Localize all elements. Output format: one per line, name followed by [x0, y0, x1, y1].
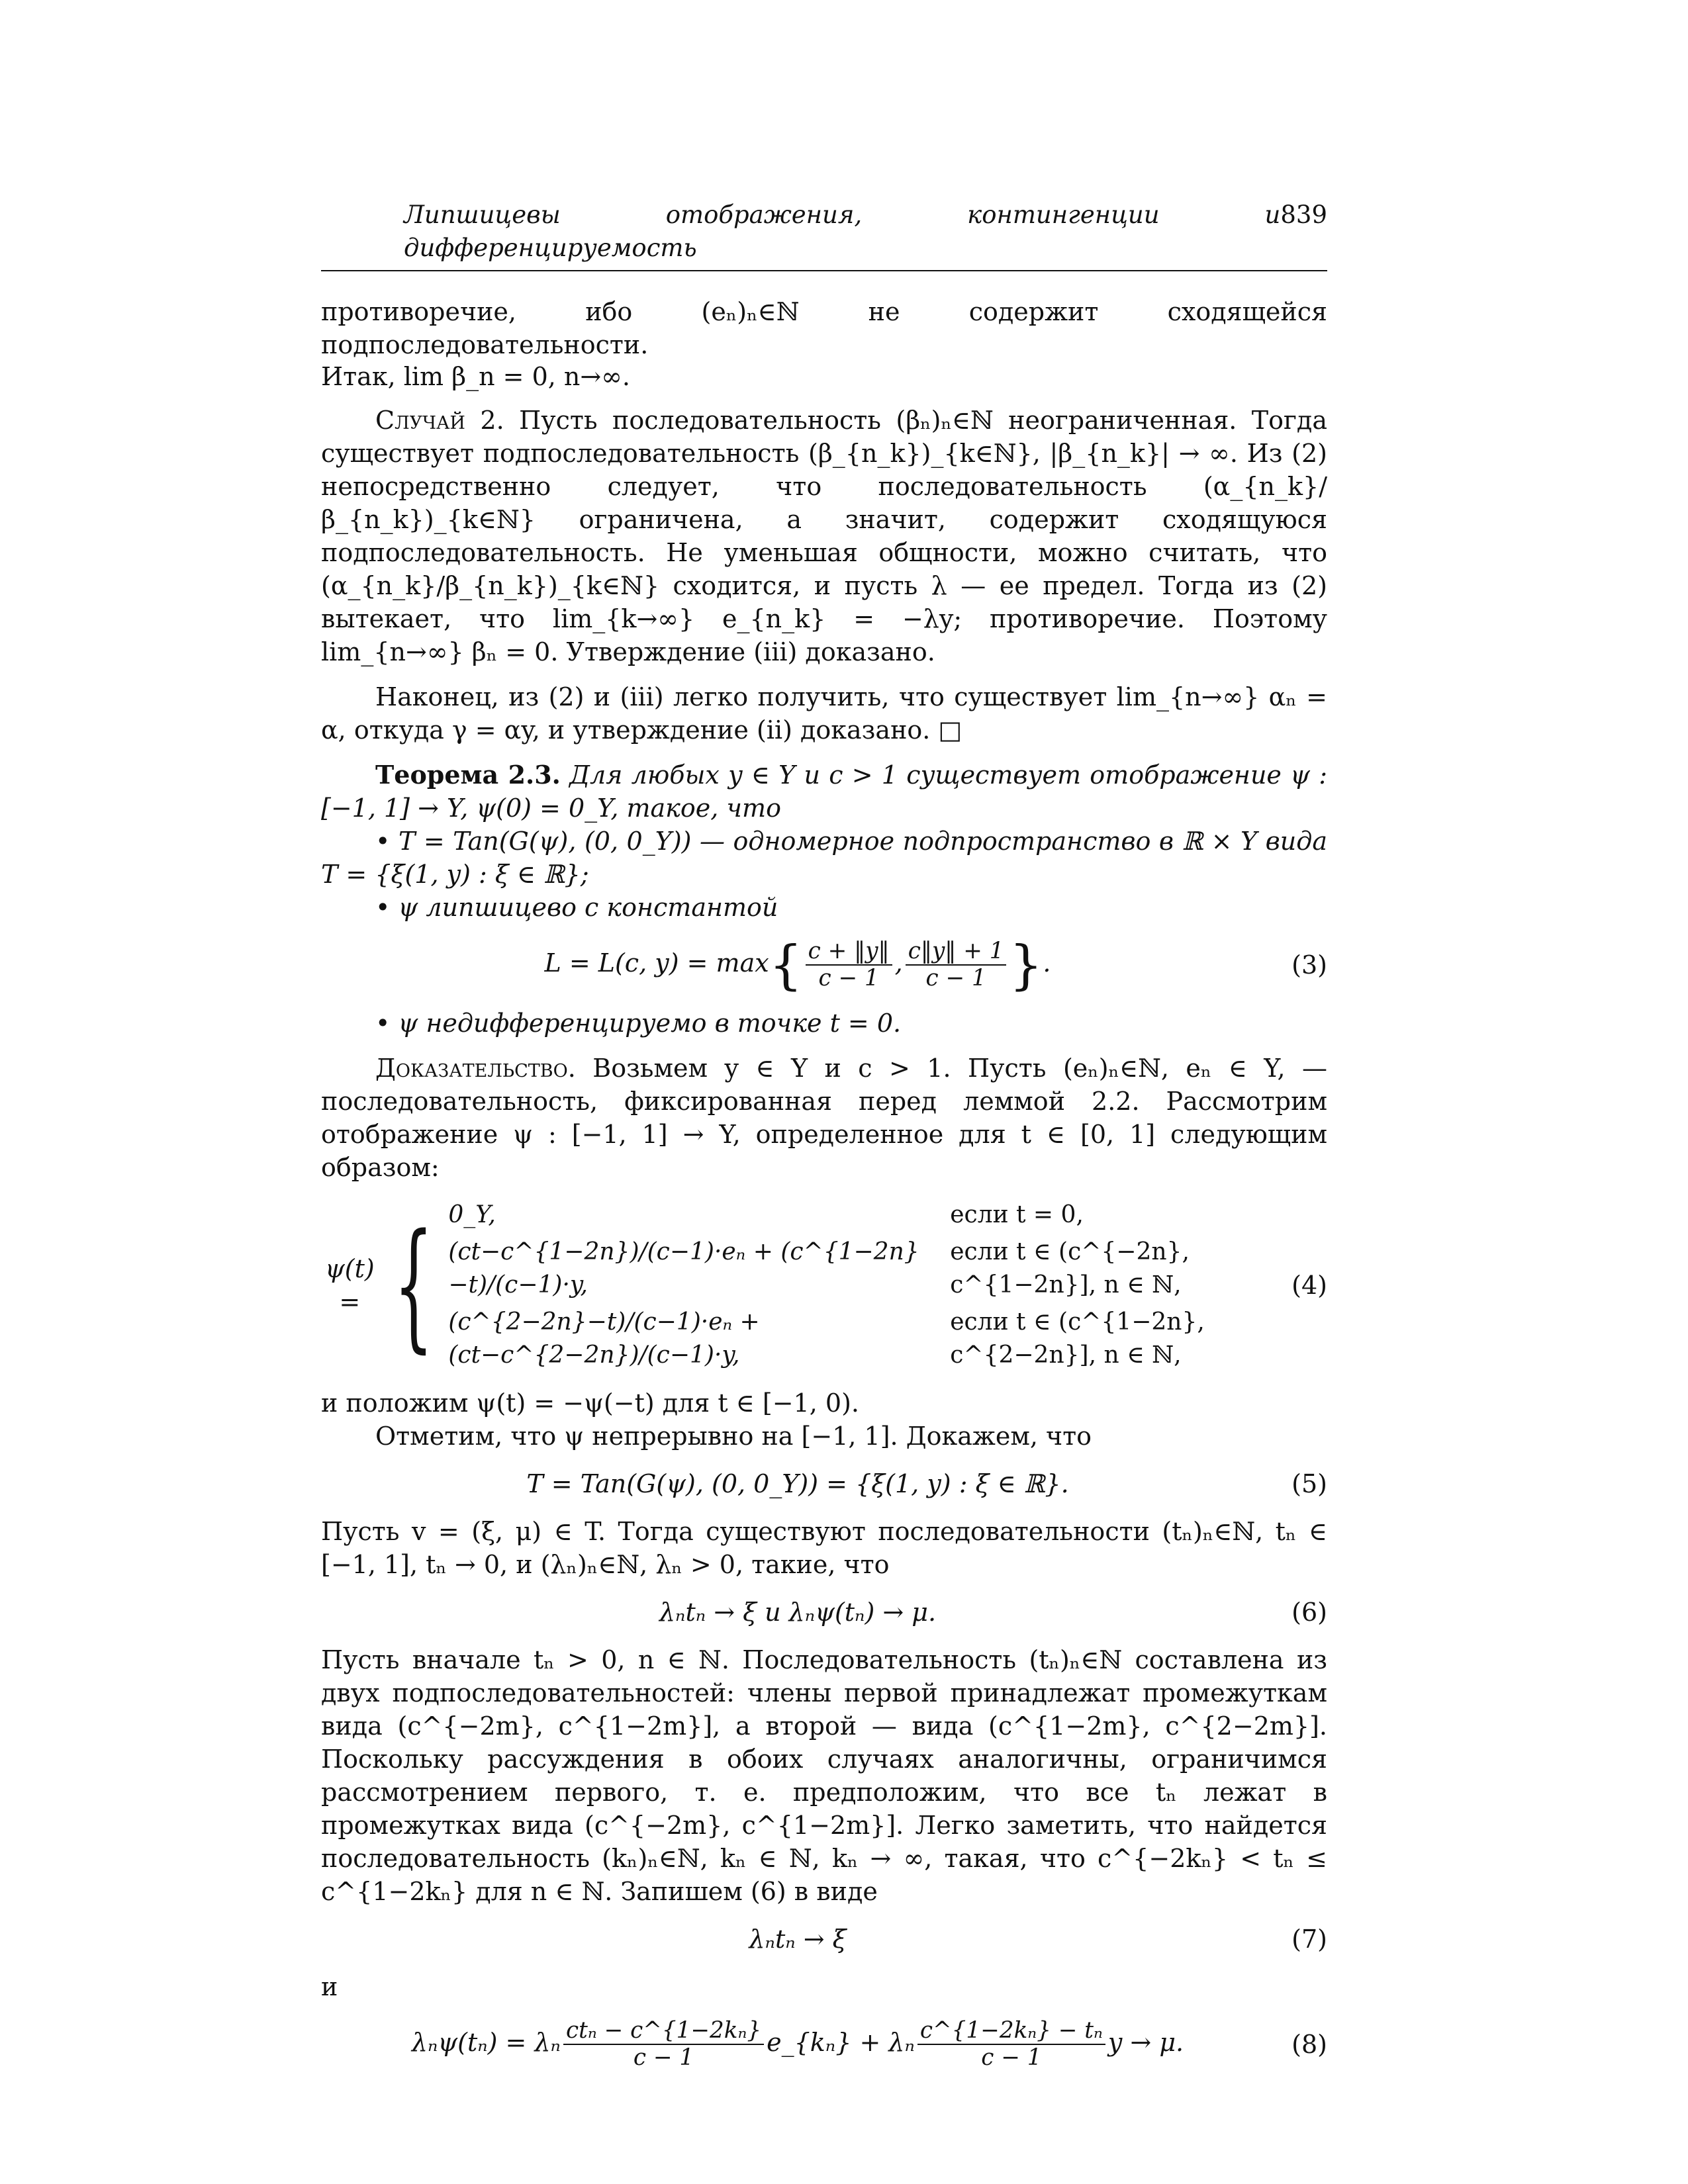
equation-6-body: λₙtₙ → ξ и λₙψ(tₙ) → μ.: [659, 1597, 937, 1627]
equation-5: [321, 1467, 1327, 1500]
proof-paragraph: [321, 1052, 1327, 1184]
eq8-middle: e_{kₙ} + λₙ: [767, 2027, 915, 2057]
paragraph-case-2: [321, 404, 1327, 668]
equation-7-body: λₙtₙ → ξ: [749, 1924, 847, 1954]
eq8-tail: y → μ.: [1107, 2027, 1184, 2057]
paragraph-subsequences: Пусть вначале tₙ > 0, n ∈ ℕ. Последовательность (tₙ)ₙ∈ℕ составлена из двух подпоследовательностей: члены первой принадлежат промежуткам вида (c^{−2m}, c^{1−2m}], а второй — вида (c^{1−2m}, c^{2−2m}]. Поскольку рассуждения в обоих случаях аналогичны, ограничимся рассмотрением первого, т. е. предположим, что все tₙ лежат в промежутках вида (c^{−2m}, c^{1−2m}]. Легко заметить, что найдется последовательность (kₙ)ₙ∈ℕ, kₙ ∈ ℕ, kₙ → ∞, такая, что c^{−2kₙ} < tₙ ≤ c^{1−2kₙ} для n ∈ ℕ. Запишем (6) в виде: [321, 1645, 1327, 1906]
page-content: [321, 199, 1327, 2085]
paragraph-sequences: Пусть v = (ξ, μ) ∈ T. Тогда существуют последовательности (tₙ)ₙ∈ℕ, tₙ ∈ [−1, 1], tₙ → 0, и (λₙ)ₙ∈ℕ, λₙ > 0, такие, что: [321, 1516, 1327, 1579]
paragraph-final: Наконец, из (2) и (iii) легко получить, что существует lim_{n→∞} αₙ = α, откуда γ = αy, и утверждение (ii) доказано. □: [321, 682, 1327, 745]
running-title: Липшицевы отображения, контингенции и дифференцируемость: [404, 201, 1281, 262]
theorem-bullet-2: • ψ липшицево с константой: [375, 893, 778, 922]
case-3-condition: если t ∈ (c^{1−2n}, c^{2−2n}], n ∈ ℕ,: [950, 1308, 1205, 1369]
case-2-label: Случай 2.: [375, 406, 504, 435]
case-2-expression: (ct−c^{1−2n})/(c−1)·eₙ + (c^{1−2n}−t)/(c−1)·y,: [448, 1238, 919, 1298]
equation-7: [321, 1923, 1327, 1956]
equation-8-number: (8): [1291, 2029, 1327, 2059]
case-3-expression: (c^{2−2n}−t)/(c−1)·eₙ + (ct−c^{2−2n})/(c−1)·y,: [448, 1308, 760, 1369]
case-rows: [448, 1199, 1274, 1372]
eq3-fraction-1: $\frac{c + ‖y‖}{c - 1}$: [806, 938, 892, 992]
eq8-lhs: λₙψ(tₙ) = λₙ: [411, 2027, 561, 2057]
eq4-lhs: ψ(t) =: [324, 1253, 375, 1316]
equation-5-number: (5): [1291, 1469, 1327, 1498]
equation-4: [321, 1199, 1327, 1372]
eq8-fraction-1: $\frac{\text{ctₙ − c\textasciicircum{}\{1−2kₙ\}}}{c - 1}$: [563, 2018, 764, 2071]
proof-label: Доказательство.: [375, 1053, 576, 1083]
equation-4-number: (4): [1291, 1270, 1327, 1300]
case-2-text: Пусть последовательность (βₙ)ₙ∈ℕ неограниченная. Тогда существует подпоследовательность (β_{n_k})_{k∈ℕ}, |β_{n_k}| → ∞. Из (2) непосредственно следует, что последовательность (α_{n_k}/β_{n_k})_{k∈ℕ} ограничена, а значит, содержит сходящуюся подпоследовательность. Не уменьшая общности, можно считать, что (α_{n_k}/β_{n_k})_{k∈ℕ} сходится, и пусть λ — ее предел. Тогда из (2) вытекает, что lim_{k→∞} e_{n_k} = −λy; противоречие. Поэтому lim_{n→∞} βₙ = 0. Утверждение (iii) доказано.: [321, 406, 1327, 666]
theorem-bullet-1: • T = Tan(G(ψ), (0, 0_Y)) — одномерное подпространство в ℝ × Y вида T = {ξ(1, y) : ξ ∈ ℝ};: [321, 827, 1327, 889]
equation-3: [321, 934, 1327, 996]
page-number: 839: [1280, 201, 1327, 229]
equation-3-body: L = L(c, y) = max{ $\frac{c + ‖y‖}{c - 1}$ , $\frac{c‖y‖ + 1}{c - 1}$ }.: [544, 934, 1051, 996]
eq3-fraction-2: $\frac{c‖y‖ + 1}{c - 1}$: [906, 938, 1007, 992]
paragraph-limit: Итак, lim β_n = 0, n→∞.: [321, 362, 630, 391]
equation-3-number: (3): [1291, 950, 1327, 980]
proof-text: Возьмем y ∈ Y и c > 1. Пусть (eₙ)ₙ∈ℕ, eₙ ∈ Y, — последовательность, фиксированная перед леммой 2.2. Рассмотрим отображение ψ : [−1, 1] → Y, определенное для t ∈ [0, 1] следующим образом:: [321, 1053, 1327, 1182]
equation-7-number: (7): [1291, 1924, 1327, 1954]
paragraph-odd-extension: и положим ψ(t) = −ψ(−t) для t ∈ [−1, 0).: [321, 1388, 859, 1418]
eq8-fraction-2: $\frac{\text{c\textasciicircum{}\{1−2kₙ\} − tₙ}}{c - 1}$: [917, 2018, 1105, 2071]
equation-8: [321, 2018, 1327, 2071]
equation-8-body: [321, 2018, 1274, 2071]
theorem-text: Для любых y ∈ Y и c > 1 существует отображение ψ : [−1, 1] → Y, ψ(0) = 0_Y, такое, что: [321, 760, 1327, 823]
piecewise-definition: ψ(t) = { 0_Y, если t = 0, (ct−c^{1−2n})/(c−1)·eₙ + (c^{1−2n}−t)/(c−1)·y, если t ∈ (c^{−2n}, c^{1−2n}], n ∈ ℕ, (c^{2−2n}−t)/(c−1)·eₙ + (ct−c^{2−2n})/(c−1)·y, если t ∈ (c^{1−2n}, c^{2−2n}], n ∈ ℕ,: [321, 1199, 1274, 1372]
paragraph-continuity: Отметим, что ψ непрерывно на [−1, 1]. Докажем, что: [375, 1421, 1092, 1451]
paragraph-contradiction: противоречие, ибо (eₙ)ₙ∈ℕ не содержит сходящейся подпоследовательности.: [321, 297, 1327, 359]
case-1-expression: 0_Y,: [448, 1201, 496, 1228]
theorem-statement: [321, 758, 1327, 825]
equation-6-number: (6): [1291, 1597, 1327, 1627]
theorem-label: Теорема 2.3.: [375, 760, 561, 790]
eq3-lhs: L = L(c, y) = max: [544, 948, 769, 978]
case-2-condition: если t ∈ (c^{−2n}, c^{1−2n}], n ∈ ℕ,: [950, 1238, 1190, 1298]
equation-5-body: T = Tan(G(ψ), (0, 0_Y)) = {ξ(1, y) : ξ ∈ ℝ}.: [526, 1469, 1069, 1498]
equation-6: [321, 1596, 1327, 1629]
theorem-bullet-3: • ψ недифференцируемо в точке t = 0.: [375, 1008, 902, 1038]
equation-4-body: [321, 1199, 1274, 1372]
conjunction-and: и: [321, 1972, 338, 2001]
running-header: [321, 199, 1327, 271]
case-1-condition: если t = 0,: [950, 1201, 1084, 1228]
